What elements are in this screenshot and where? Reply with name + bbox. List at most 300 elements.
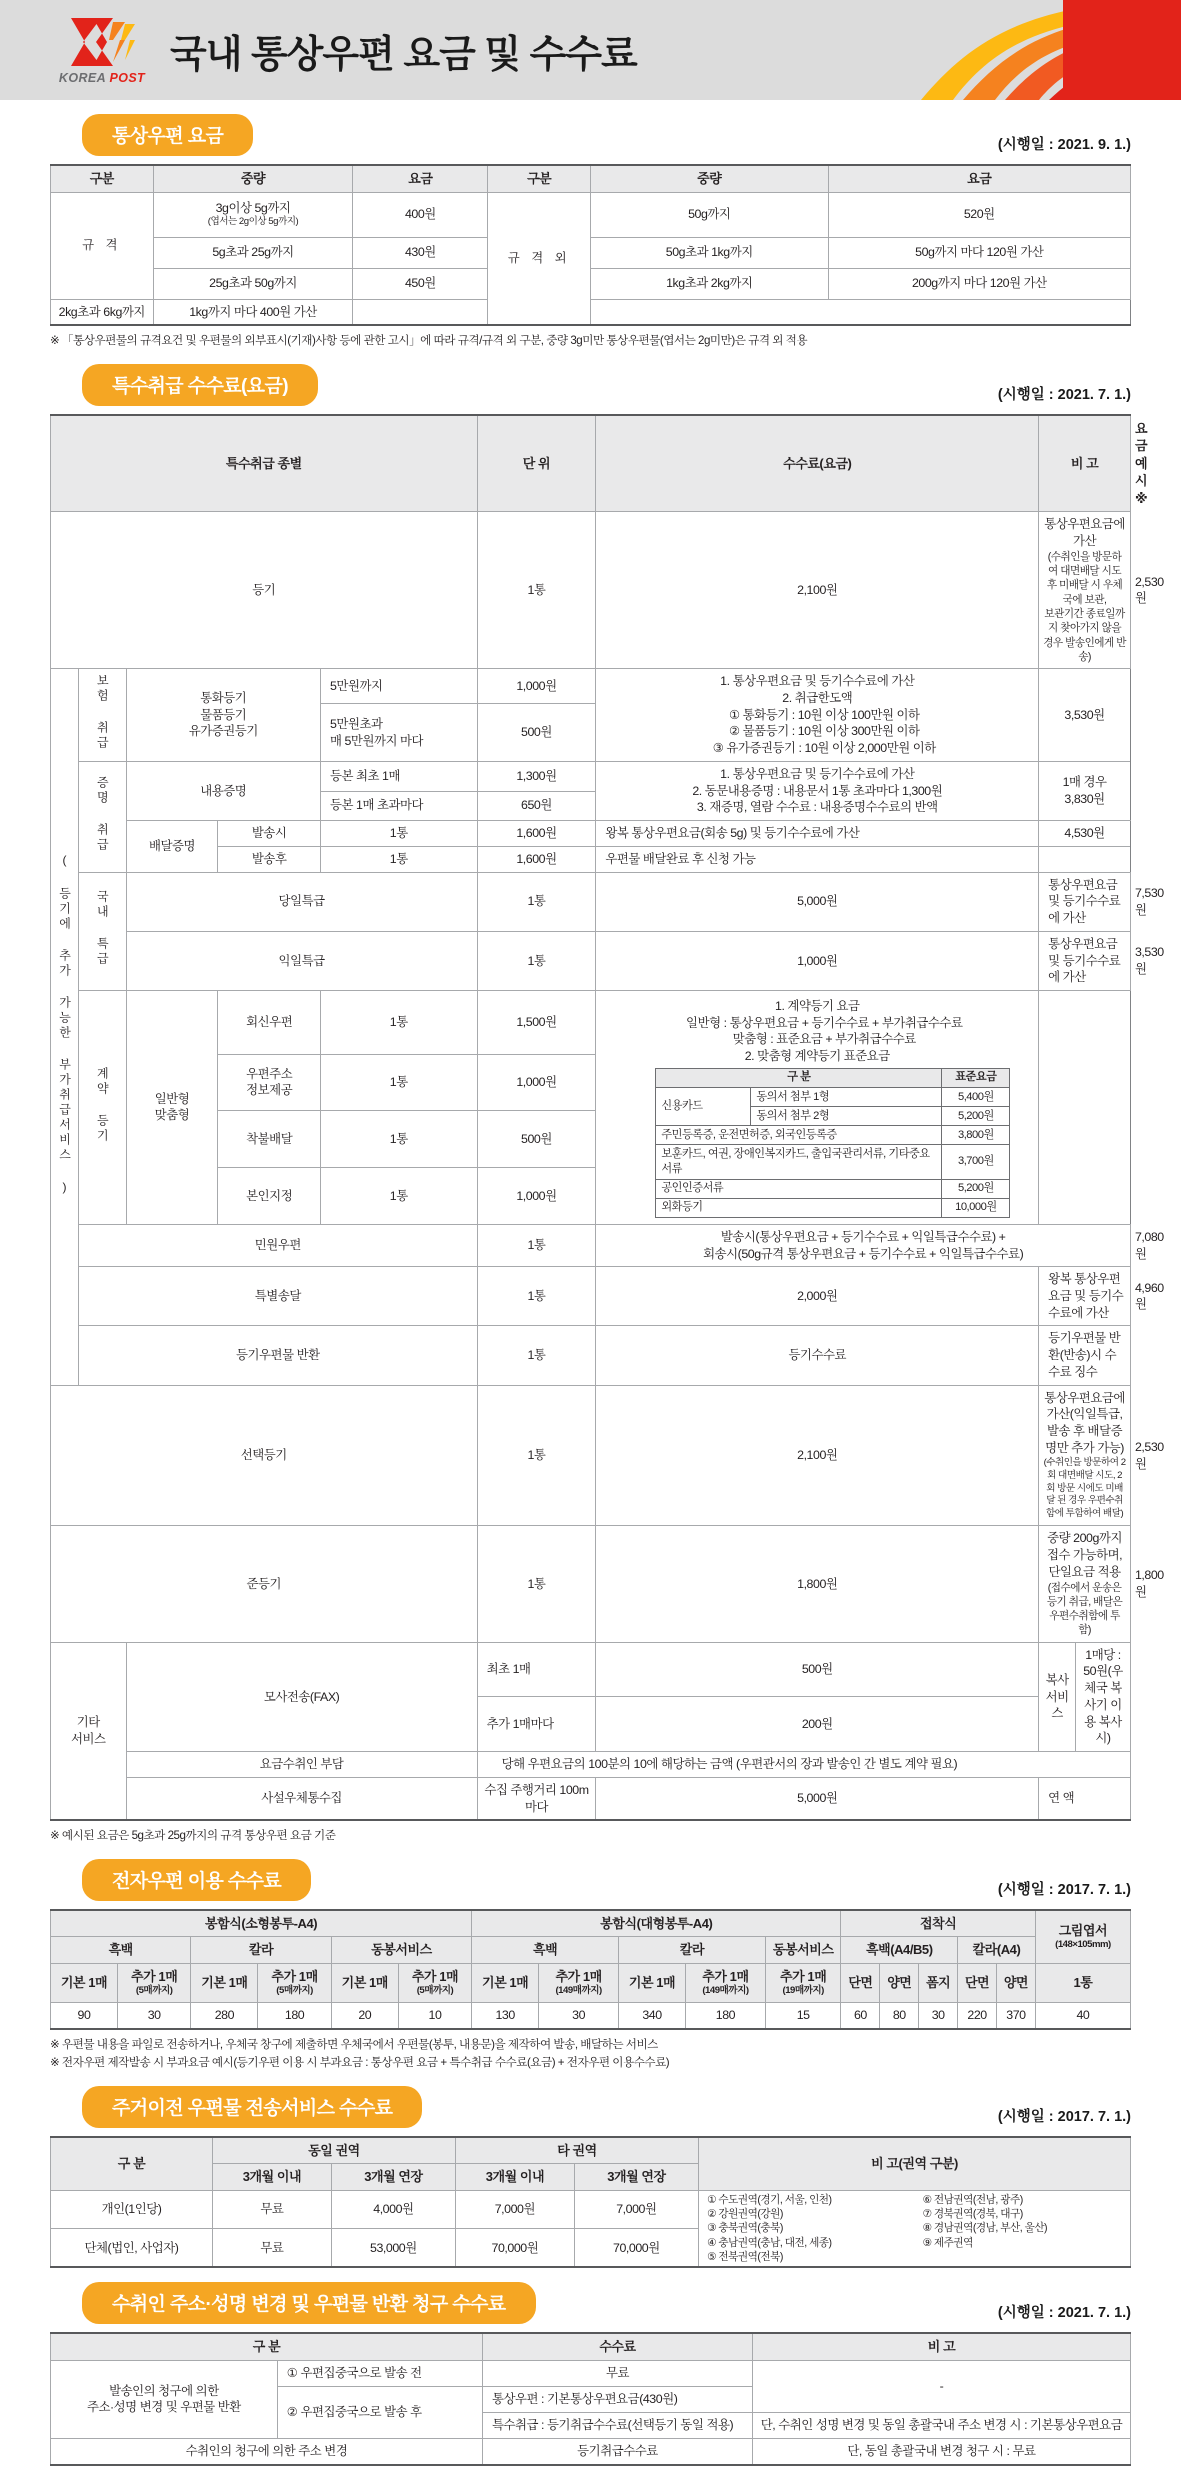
col-other-within3: 3개월 이내 — [455, 2164, 574, 2191]
col-same-within3: 3개월 이내 — [213, 2164, 332, 2191]
col-other-area: 타 권역 — [455, 2137, 698, 2164]
leaf-l1: 기본 1매 — [623, 1974, 681, 1992]
col-sub-enclosure-small: 동봉서비스 — [331, 1937, 471, 1964]
nested-row — [656, 1179, 1010, 1198]
standard-fee-nested-table — [655, 1068, 1010, 1218]
cell-unit: 1통 — [320, 846, 477, 872]
cell-fee: 무료 — [213, 2190, 332, 2228]
effective-date-special: (시행일 : 2021. 7. 1.) — [998, 383, 1131, 406]
cell-fee: 1,300원 — [477, 761, 596, 791]
remark-line: 1. 계약등기 요금 — [600, 998, 1034, 1015]
cell-example — [1039, 991, 1131, 1225]
logo-word-post: POST — [109, 71, 145, 85]
email-rates-table — [50, 1909, 1131, 2030]
col-other-extend3: 3개월 연장 — [574, 2164, 698, 2191]
table-row-certification — [51, 761, 1131, 791]
postcard-label: 그림엽서 — [1040, 1922, 1126, 1940]
remark-line: 2. 동문내용증명 : 내용문서 1통 초과마다 1,300원 — [600, 783, 1034, 800]
cell-fee: 1,800원 — [596, 1526, 1039, 1642]
cell-fee: 500원 — [596, 1642, 1039, 1697]
remark-line: 2. 취급한도액 — [600, 690, 1034, 707]
remark-line: 통상우편요금에 가산 — [1043, 516, 1126, 549]
cell-unit: 최초 1매 — [477, 1642, 596, 1697]
cell-value: 10 — [398, 2003, 471, 2029]
nested-cell-fee: 5,200원 — [942, 1179, 1010, 1198]
region-item: ② 강원권역(강원) — [707, 2207, 915, 2221]
type-line: 유가증권등기 — [131, 723, 316, 740]
cell-value: 30 — [117, 2003, 190, 2029]
cell-standard-group: 규 격 — [51, 192, 154, 299]
col-leaf — [51, 1963, 118, 2002]
copy-service-detail: 1매당 : 50원(우체국 복사기 이용 복사시) — [1076, 1643, 1131, 1751]
table-row-private-box — [51, 1777, 1131, 1820]
nested-row — [656, 1145, 1010, 1179]
table-row-before-center — [51, 2360, 1131, 2386]
cell-copy-service — [1039, 1642, 1131, 1751]
remark-line: ③ 유가증권등기 : 10원 이상 2,000만원 이하 — [600, 740, 1034, 757]
cell-fee: 7,000원 — [455, 2190, 574, 2228]
cell-unit: 1통 — [477, 1267, 596, 1326]
leaf-l1: 추가 1매 — [122, 1968, 186, 1986]
section-email-service — [0, 1859, 1181, 2072]
col-leaf: 단면 — [958, 1963, 997, 2002]
cell-fee: 200원 — [596, 1697, 1039, 1752]
section-title-ordinary: 통상우편 요금 — [82, 114, 253, 156]
nested-cell-cat: 공인인증서류 — [656, 1179, 942, 1198]
col-fee: 수수료 — [482, 2333, 752, 2360]
cell-remark: 연 액 — [1039, 1777, 1131, 1820]
weight-sub: (엽서는 2g이상 5g까지) — [158, 216, 349, 229]
table-header-row — [51, 2333, 1131, 2360]
cell-unit: 수집 주행거리 100m마다 — [477, 1777, 596, 1820]
col-group-adhesive: 접착식 — [841, 1910, 1035, 1937]
copy-service-label: 복사서비스 — [1039, 1643, 1075, 1751]
nested-cell-sub: 동의서 첨부 2형 — [751, 1107, 942, 1126]
cell-fee: 1,000원 — [596, 931, 1039, 990]
postcard-size: (148×105mm) — [1040, 1939, 1126, 1952]
cell-type-deunggi: 등기 — [51, 512, 478, 669]
leaf-l1: 기본 1매 — [476, 1974, 534, 1992]
type-line: 우편주소 — [222, 1066, 316, 1083]
remark-line: 1. 통상우편요금 및 등기수수료에 가산 — [600, 766, 1034, 783]
cell-unit: 1통 — [477, 1326, 596, 1385]
region-item: ⑦ 경북권역(경북, 대구) — [922, 2207, 1130, 2221]
col-leaf — [619, 1963, 686, 2002]
cell-remark: 우편물 배달완료 후 신청 가능 — [596, 846, 1039, 872]
cell-value: 180 — [258, 2003, 331, 2029]
unit-line: 5만원초과 — [330, 716, 473, 733]
cell-value: 180 — [685, 2003, 765, 2029]
col-group-large-envelope: 봉함식(대형봉투-A4) — [472, 1910, 841, 1937]
cell-value: 60 — [841, 2003, 880, 2029]
nested-col-fee: 표준요금 — [942, 1068, 1010, 1087]
nested-cell-fee: 3,800원 — [942, 1126, 1010, 1145]
weight-main: 3g이상 5g까지 — [158, 200, 349, 217]
section-address-change — [0, 2282, 1181, 2465]
cell-subtype: 발송시 — [218, 821, 321, 847]
cell-subtype: 발송후 — [218, 846, 321, 872]
cell-fee: 450원 — [353, 268, 488, 299]
cell-remark — [1039, 1385, 1131, 1526]
table-row-special-delivery — [51, 1267, 1131, 1326]
section-relocation-service — [0, 2086, 1181, 2269]
cell-type-nextday: 익일특급 — [126, 931, 477, 990]
cell-fee: 2,100원 — [596, 1385, 1039, 1526]
table-row-individual — [51, 2190, 1131, 2228]
leaf-l2: (149매까지) — [543, 1985, 614, 1998]
cell-label: 수취인의 청구에 의한 주소 변경 — [51, 2438, 483, 2464]
remark-line: 2. 맞춤형 계약등기 표준요금 — [600, 1048, 1034, 1065]
col-sub-bw-large: 흑백 — [472, 1937, 619, 1964]
korea-post-logo-icon — [63, 16, 141, 68]
cell-type — [218, 1054, 321, 1111]
col-leaf: 폼지 — [919, 1963, 958, 2002]
cell-weight — [153, 192, 353, 237]
table-row-domestic-express — [51, 872, 1131, 931]
leaf-l1: 추가 1매 — [403, 1968, 467, 1986]
logo-word-korea: KOREA — [59, 71, 106, 85]
cell-value: 40 — [1035, 2003, 1130, 2029]
section-title-relocation: 주거이전 우편물 전송서비스 수수료 — [82, 2086, 422, 2128]
cell-remark: 왕복 통상우편요금(회송 5g) 및 등기수수료에 가산 — [596, 821, 1039, 847]
table-row — [51, 299, 1131, 325]
relocation-rates-table — [50, 2136, 1131, 2269]
table-row-minwon — [51, 1224, 1131, 1266]
remark-line: ② 물품등기 : 10원 이상 300만원 이하 — [600, 723, 1034, 740]
cell-remark: 왕복 통상우편요금 및 등기수수료에 가산 — [1039, 1267, 1131, 1326]
table-row-payer — [51, 1752, 1131, 1778]
nested-cell-cat: 보훈카드, 여권, 장애인복지카드, 출입국관리서류, 기타중요서류 — [656, 1145, 942, 1179]
remark-line: 1. 통상우편요금 및 등기수수료에 가산 — [600, 673, 1034, 690]
table-row-select — [51, 1385, 1131, 1526]
cell-value: 370 — [996, 2003, 1035, 2029]
table-row-etc-fax — [51, 1642, 1131, 1697]
cell-remark: 통상우편요금 및 등기수수료에 가산 — [1039, 872, 1131, 931]
col-gubun: 구 분 — [51, 2137, 213, 2191]
region-item: ⑨ 제주권역 — [922, 2236, 1130, 2250]
cell-remark: - — [752, 2360, 1130, 2412]
cell-unit — [320, 704, 477, 762]
side-label-text: ( 등기에 추가 가능한 부가취급서비스 ) — [59, 853, 71, 1197]
label-line: 발송인의 청구에 의한 — [55, 2383, 273, 2400]
cell-remark: 단, 동일 총괄국내 변경 청구 시 : 무료 — [752, 2438, 1130, 2464]
col-same-area: 동일 권역 — [213, 2137, 456, 2164]
leaf-l1: 추가 1매 — [770, 1968, 837, 1986]
cell-value: 80 — [880, 2003, 919, 2029]
type-line: 통화등기 — [131, 690, 316, 707]
email-note-2: ※ 전자우편 제작발송 시 부과요금 예시(등기우편 이용 시 부과요금 : 통상우편 요금 + 특수취급 수수료(요금) + 전자우편 이용수수료) — [50, 2054, 1131, 2071]
cell-unit: 1통 — [320, 1111, 477, 1168]
example-line: 1매 경우 — [1043, 774, 1126, 791]
cell-fee: 특수취급 : 등기취급수수료(선택등기 동일 적용) — [482, 2412, 752, 2438]
cell-type: 회신우편 — [218, 991, 321, 1055]
cell-example — [1039, 846, 1131, 872]
cell-remark — [596, 669, 1039, 762]
region-item: ⑤ 전북권역(전북) — [707, 2250, 915, 2264]
cell-type: 등기우편물 반환 — [79, 1326, 478, 1385]
col-leaf: 양면 — [880, 1963, 919, 2002]
leaf-l1: 기본 1매 — [55, 1974, 113, 1992]
cell-type: 사설우체통수집 — [126, 1777, 477, 1820]
korea-post-logo — [48, 16, 156, 85]
region-item: ⑥ 전남권역(전남, 광주) — [922, 2193, 1130, 2207]
cell-weight: 2kg초과 6kg까지 — [51, 299, 154, 325]
subgroup-line: 맞춤형 — [131, 1107, 214, 1124]
section-title-special: 특수취급 수수료(요금) — [82, 364, 318, 406]
cell-fee: 5,000원 — [596, 1777, 1039, 1820]
cell-fee: 5,000원 — [596, 872, 1039, 931]
cell-remark: 등기우편물 반환(반송)시 수수료 징수 — [1039, 1326, 1131, 1385]
section-title-change: 수취인 주소·성명 변경 및 우편물 반환 청구 수수료 — [82, 2282, 536, 2324]
cell-type: 본인지정 — [218, 1168, 321, 1225]
table-row-baedal — [51, 821, 1131, 847]
col-leaf — [191, 1963, 258, 2002]
col-sub-color-large: 칼라 — [619, 1937, 766, 1964]
regions-column-1 — [699, 2191, 915, 2266]
table-row — [51, 268, 1131, 299]
cell-example — [1039, 761, 1131, 820]
region-item: ① 수도권역(경기, 서울, 인천) — [707, 2193, 915, 2207]
cell-unit: 1통 — [477, 512, 596, 669]
cell-type: 특별송달 — [79, 1267, 478, 1326]
region-item: ③ 충북권역(충북) — [707, 2221, 915, 2235]
fee-line: 발송시(통상우편요금 + 등기수수료 + 익일특급수수료) + — [600, 1229, 1126, 1246]
table-row — [51, 192, 1131, 237]
leaf-l1: 추가 1매 — [690, 1968, 761, 1986]
cell-type: 선택등기 — [51, 1385, 478, 1526]
table-header-row-sub — [51, 1937, 1131, 1964]
subgroup-line: 일반형 — [131, 1091, 214, 1108]
effective-date-ordinary: (시행일 : 2021. 9. 1.) — [998, 133, 1131, 156]
table-row-values — [51, 2003, 1131, 2029]
nested-row — [656, 1126, 1010, 1145]
cell-value: 90 — [51, 2003, 118, 2029]
cell-type-sameday: 당일특급 — [126, 872, 477, 931]
leaf-l1: 추가 1매 — [543, 1968, 614, 1986]
table-header-row — [51, 2137, 1131, 2164]
col-leaf — [331, 1963, 398, 2002]
col-special-type: 특수취급 종별 — [51, 415, 478, 512]
nested-col-gubun: 구 분 — [656, 1068, 942, 1087]
col-fee: 수수료(요금) — [596, 415, 1039, 512]
group-line: 서비스 — [55, 1731, 122, 1748]
effective-date-email: (시행일 : 2017. 7. 1.) — [998, 1878, 1131, 1901]
cell-fee-minwon — [596, 1224, 1131, 1266]
cell-group-express — [79, 872, 127, 990]
cell-remark: 통상우편요금 및 등기수수료에 가산 — [1039, 931, 1131, 990]
nested-cell-fee: 10,000원 — [942, 1198, 1010, 1217]
cell-fee: 등기수수료 — [596, 1326, 1039, 1385]
col-fee-right: 요금 — [828, 165, 1130, 192]
group-label: 증명 취급 — [96, 776, 108, 853]
cell-unit: 1통 — [320, 1054, 477, 1111]
leaf-l2: (5매까지) — [122, 1985, 186, 1998]
group-label: 국내 특급 — [96, 890, 108, 967]
col-unit: 단 위 — [477, 415, 596, 512]
cell-fee: 1,600원 — [477, 846, 596, 872]
nested-header-row — [656, 1068, 1010, 1087]
remark-line: 3. 재증명, 열람 수수료 : 내용증명수수료의 반액 — [600, 799, 1034, 816]
unit-line: 매 5만원까지 마다 — [330, 733, 473, 750]
cell-fee: 1kg까지 마다 400원 가산 — [153, 299, 353, 325]
cell-type-baedal: 배달증명 — [126, 821, 218, 872]
region-item: ④ 충남권역(충남, 대전, 세종) — [707, 2236, 915, 2250]
special-handling-table — [50, 414, 1131, 1822]
col-fee-left: 요금 — [353, 165, 488, 192]
cell-unit: 1통 — [477, 931, 596, 990]
col-leaf — [398, 1963, 471, 2002]
col-leaf — [117, 1963, 190, 2002]
nested-cell-fee: 5,400원 — [942, 1088, 1010, 1107]
col-leaf — [472, 1963, 539, 2002]
cell-type-naeyong: 내용증명 — [126, 761, 320, 820]
cell-fee: 7,000원 — [574, 2190, 698, 2228]
cell-fee: 통상우편 : 기본통상우편요금(430원) — [482, 2386, 752, 2412]
group-label: 계약 등기 — [96, 1067, 108, 1144]
cell-remark — [1039, 512, 1131, 669]
cell-fee: 2,000원 — [596, 1267, 1039, 1326]
col-sub-color-adhesive: 칼라(A4) — [958, 1937, 1036, 1964]
cell-subtype: ② 우편집중국으로 발송 후 — [277, 2386, 482, 2438]
cell-fee: 4,000원 — [331, 2190, 455, 2228]
cell-insurance-types — [126, 669, 320, 762]
cell-weight: 50g까지 — [590, 192, 828, 237]
table-row-contract — [51, 991, 1131, 1055]
table-row — [51, 931, 1131, 990]
korea-post-wordmark — [59, 71, 145, 85]
col-gubun-left: 구분 — [51, 165, 154, 192]
col-sub-bw-adhesive: 흑백(A4/B5) — [841, 1937, 958, 1964]
cell-remark: 단, 수취인 성명 변경 및 동일 총괄국내 주소 변경 시 : 기본통상우편요금 — [752, 2412, 1130, 2438]
cell-group-contract — [79, 991, 127, 1225]
fee-line: 회송시(50g규격 통상우편요금 + 등기수수료 + 익일특급수수료) — [600, 1246, 1126, 1263]
cell-unit: 1통 — [477, 1385, 596, 1526]
leaf-l1: 기본 1매 — [336, 1974, 394, 1992]
cell-remark-contract — [596, 991, 1039, 1225]
cell-group-etc — [51, 1642, 127, 1820]
col-remark: 비 고 — [1039, 415, 1131, 512]
group-line: 기타 — [55, 1714, 122, 1731]
cell-fee: 200g까지 마다 120원 가산 — [828, 268, 1130, 299]
table-header-row — [51, 415, 1131, 512]
table-row-jundeunggi — [51, 1526, 1131, 1642]
cell-fee: 2,100원 — [596, 512, 1039, 669]
page-title: 국내 통상우편 요금 및 수수료 — [170, 23, 637, 78]
nested-cell-fee: 3,700원 — [942, 1145, 1010, 1179]
col-weight-right: 중량 — [590, 165, 828, 192]
cell-weight: 50g초과 1kg까지 — [590, 237, 828, 268]
nested-cell-cat: 신용카드 — [656, 1088, 751, 1126]
cell-unit: 1통 — [477, 1224, 596, 1266]
col-sub-bw-small: 흑백 — [51, 1937, 191, 1964]
remark-line: 중량 200g까지 접수 가능하며, 단일요금 적용 — [1043, 1530, 1126, 1580]
cell-fee: 등기취급수수료 — [482, 2438, 752, 2464]
page-header — [0, 0, 1181, 100]
cell-example: 3,530원 — [1039, 669, 1131, 762]
section-title-email: 전자우편 이용 수수료 — [82, 1859, 311, 1901]
cell-type: 착불배달 — [218, 1111, 321, 1168]
cell-side-label — [51, 669, 79, 1385]
col-leaf — [539, 1963, 619, 2002]
remark-line: 보관기간 종료일까지 찾아가지 않을 경우 발송인에게 반송) — [1043, 607, 1126, 664]
table-row-deunggi — [51, 512, 1131, 669]
cell-regions — [698, 2190, 1130, 2267]
col-group-small-envelope: 봉함식(소형봉투-A4) — [51, 1910, 472, 1937]
col-remark: 비 고 — [752, 2333, 1130, 2360]
col-leaf — [258, 1963, 331, 2002]
cell-group-insurance — [79, 669, 127, 762]
cell-fee: 50g까지 마다 120원 가산 — [828, 237, 1130, 268]
section-special-handling — [0, 364, 1181, 1845]
ordinary-note: ※ 「통상우편물의 규격요건 및 우편물의 외부표시(기재)사항 등에 관한 고시」에 따라 규격/규격 외 구분, 중량 3g미만 통상우편물(엽서는 2g미만)은 규격 외 적용 — [50, 332, 1131, 349]
remark-line: (수취인을 방문하여 대면배달 시도 후 미배달 시 우체국에 보관, — [1043, 550, 1126, 607]
remark-line: (수취인을 방문하여 2회 대면배달 시도, 2회 방문 시에도 미배달 된 경우 우편수취함에 투함하여 배달) — [1043, 1457, 1126, 1522]
email-note-1: ※ 우편물 내용을 파일로 전송하거나, 우체국 창구에 제출하면 우체국에서 우편물(봉투, 내용문)을 제작하여 발송, 배달하는 서비스 — [50, 2036, 1131, 2053]
cell-value: 340 — [619, 2003, 686, 2029]
cell-example: 4,530원 — [1039, 821, 1131, 847]
cell-fee: 무료 — [213, 2229, 332, 2268]
special-note: ※ 예시된 요금은 5g초과 25g까지의 규격 통상우편 요금 기준 — [50, 1827, 1131, 1844]
leaf-l2: (5매까지) — [403, 1985, 467, 1998]
cell-value: 15 — [765, 2003, 841, 2029]
nested-cell-sub: 동의서 첨부 1형 — [751, 1088, 942, 1107]
col-gubun: 구 분 — [51, 2333, 483, 2360]
region-item: ⑧ 경남권역(경남, 부산, 울산) — [922, 2221, 1130, 2235]
nested-row — [656, 1198, 1010, 1217]
col-leaf: 단면 — [841, 1963, 880, 2002]
cell-fee: 1,600원 — [477, 821, 596, 847]
cell-unit: 추가 1매마다 — [477, 1697, 596, 1752]
cell-fee: 400원 — [353, 192, 488, 237]
remark-line: 맞춤형 : 표준요금 + 부가취급수수료 — [600, 1031, 1034, 1048]
cell-fee: 70,000원 — [574, 2229, 698, 2268]
group-label: 보험 취급 — [96, 674, 108, 751]
cell-remark — [1039, 1526, 1131, 1642]
cell-value: 280 — [191, 2003, 258, 2029]
cell-group-certification — [79, 761, 127, 872]
table-row-recipient-request — [51, 2438, 1131, 2464]
remark-line: 일반형 : 통상우편요금 + 등기수수료 + 부가취급수수료 — [600, 1015, 1034, 1032]
cell-type-fax: 모사전송(FAX) — [126, 1642, 477, 1751]
cell-sender-request-label — [51, 2360, 278, 2438]
cell-fee: 1,000원 — [477, 1054, 596, 1111]
cell-weight: 5g초과 25g까지 — [153, 237, 353, 268]
cell-fee: 53,000원 — [331, 2229, 455, 2268]
cell-value: 220 — [958, 2003, 997, 2029]
type-line: 물품등기 — [131, 707, 316, 724]
cell-fee: 500원 — [477, 704, 596, 762]
header-red-bar — [1063, 0, 1181, 100]
cell-fee: 1,000원 — [477, 669, 596, 704]
cell-nonstandard-group: 규 격 외 — [488, 192, 591, 325]
label-line: 주소·성명 변경 및 우편물 반환 — [55, 2399, 273, 2416]
cell-unit: 1통 — [320, 991, 477, 1055]
col-sub-color-small: 칼라 — [191, 1937, 331, 1964]
cell-fee: 430원 — [353, 237, 488, 268]
nested-cell-fee: 5,200원 — [942, 1107, 1010, 1126]
remark-line: ① 통화등기 : 10원 이상 100만원 이하 — [600, 707, 1034, 724]
cell-value: 130 — [472, 2003, 539, 2029]
remark-line: 통상우편요금에 가산(익일특급, 발송 후 배달증명만 추가 가능) — [1043, 1390, 1126, 1457]
example-line: 3,830원 — [1043, 791, 1126, 808]
cell-fee: 520원 — [828, 192, 1130, 237]
col-leaf — [765, 1963, 841, 2002]
ordinary-rates-table — [50, 164, 1131, 326]
type-line: 정보제공 — [222, 1082, 316, 1099]
leaf-l2: (149매까지) — [690, 1985, 761, 1998]
nested-cell-cat: 주민등록증, 운전면허증, 외국인등록증 — [656, 1126, 942, 1145]
col-leaf — [685, 1963, 765, 2002]
